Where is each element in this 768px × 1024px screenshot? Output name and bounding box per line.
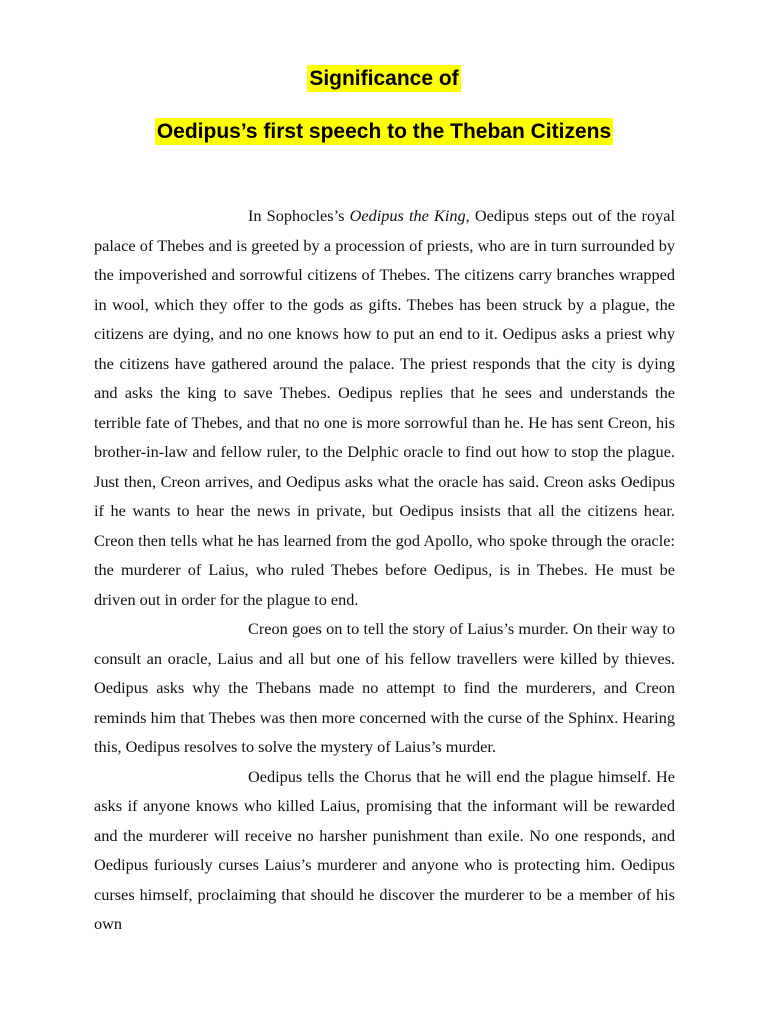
title-line-1-wrapper xyxy=(0,65,768,92)
document-body xyxy=(94,201,675,939)
paragraph-1 xyxy=(94,201,675,614)
title-line-2-wrapper xyxy=(0,118,768,145)
paragraph-1-text: , Oedipus steps out of the royal palace of Thebes and is greeted by a procession of priests, who are in turn surrounded by the impoverished and sorrowful citizens of Thebes. The citizens carry branches wrapped in wool, which they offer to the gods as gifts. Thebes has been struck by a plague, the citizens are dying, and no one knows how to put an end to it. Oedipus asks a priest why the citizens have gathered around the palace. The priest responds that the city is dying and asks the king to save Thebes. Oedipus replies that he sees and understands the terrible fate of Thebes, and that no one is more sorrowful than he. He has sent Creon, his brother-in-law and fellow ruler, to the Delphic oracle to find out how to stop the plague. Just then, Creon arrives, and Oedipus asks what the oracle has said. Creon asks Oedipus if he wants to hear the news in private, but Oedipus insists that all the citizens hear. Creon then tells what he has learned from the god Apollo, who spoke through the oracle: the murderer of Laius, who ruled Thebes before Oedipus, is in Thebes. He must be driven out in order for the plague to end. xyxy=(94,206,675,609)
paragraph-2: Creon goes on to tell the story of Laius’s murder. On their way to consult an oracle, Laius and all but one of his fellow travellers were killed by thieves. Oedipus asks why the Thebans made no attempt to find the murderers, and Creon reminds him that Thebes was then more concerned with the curse of the Sphinx. Hearing this, Oedipus resolves to solve the mystery of Laius’s murder. xyxy=(94,619,675,756)
play-title-italic: Oedipus the King xyxy=(349,206,466,225)
document-title-line-2: Oedipus’s first speech to the Theban Citizens xyxy=(156,120,612,143)
paragraph-1-intro: In Sophocles’s xyxy=(248,206,350,225)
document-title-line-1: Significance of xyxy=(309,67,459,90)
paragraph-3: Oedipus tells the Chorus that he will end the plague himself. He asks if anyone knows who killed Laius, promising that the informant will be rewarded and the murderer will receive no harsher punishment than exile. No one responds, and Oedipus furiously curses Laius’s murderer and anyone who is protecting him. Oedipus curses himself, proclaiming that should he discover the murderer to be a member of his own xyxy=(94,766,675,933)
